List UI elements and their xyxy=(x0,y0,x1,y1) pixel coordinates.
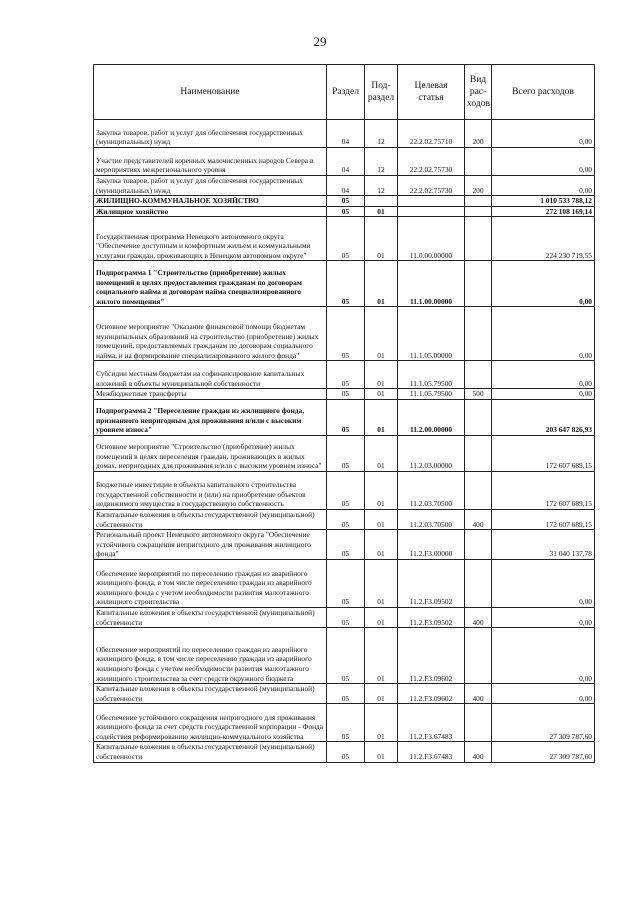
row-name-cell: Региональный проект Ненецкого автономного округа "Обеспечение устойчивого сокращения непригодного для проживания жилищного фонда" xyxy=(94,530,327,560)
table-row xyxy=(94,559,595,607)
row-target-article-cell: 11.1.05.79500 xyxy=(398,389,465,400)
expenditure-table xyxy=(93,64,595,763)
row-name-cell: Капитальные вложения в объекты государственной (муниципальной) собственности xyxy=(94,742,327,762)
table-row xyxy=(94,176,595,196)
table-row xyxy=(94,509,595,529)
row-total-cell: 203 647 826,93 xyxy=(492,399,595,435)
row-expense-type-cell: 400 xyxy=(465,607,492,627)
row-subsection-cell: 01 xyxy=(365,307,398,361)
row-expense-type-cell xyxy=(465,435,492,471)
header-section: Раздел xyxy=(327,65,365,120)
row-name-cell: Закупка товаров, работ и услуг для обеспечения государственных (муниципальных) нужд xyxy=(94,176,327,196)
row-section-cell: 04 xyxy=(327,176,365,196)
row-subsection-cell: 01 xyxy=(365,559,398,607)
row-expense-type-cell: 400 xyxy=(465,684,492,704)
row-total-cell: 0,00 xyxy=(492,361,595,389)
table-row xyxy=(94,120,595,148)
row-expense-type-cell xyxy=(465,307,492,361)
row-target-article-cell: 11.2.F3.67483 xyxy=(398,704,465,742)
row-target-article-cell: 22.2.02.75710 xyxy=(398,120,465,148)
table-row xyxy=(94,196,595,207)
row-subsection-cell: 01 xyxy=(365,509,398,529)
row-section-cell: 05 xyxy=(327,307,365,361)
row-section-cell: 05 xyxy=(327,361,365,389)
row-target-article-cell: 11.2.F3.00000 xyxy=(398,530,465,560)
row-name-cell: Жилищное хозяйство xyxy=(94,206,327,217)
row-expense-type-cell xyxy=(465,559,492,607)
row-expense-type-cell xyxy=(465,206,492,217)
table-row xyxy=(94,704,595,742)
row-name-cell: Субсидии местным бюджетам на софинансирование капитальных вложений в объекты муниципальной собственности xyxy=(94,361,327,389)
row-section-cell: 05 xyxy=(327,559,365,607)
row-target-article-cell: 11.1.00.00000 xyxy=(398,261,465,307)
row-subsection-cell: 01 xyxy=(365,530,398,560)
row-total-cell: 0,00 xyxy=(492,389,595,400)
row-subsection-cell: 01 xyxy=(365,261,398,307)
row-target-article-cell: 11.0.00.00000 xyxy=(398,217,465,261)
row-name-cell: Участие представителей коренных малочисленных народов Севера в мероприятиях межрегионального уровня xyxy=(94,148,327,176)
table-row xyxy=(94,530,595,560)
row-target-article-cell: 11.2.F3.09602 xyxy=(398,628,465,684)
row-subsection-cell: 01 xyxy=(365,217,398,261)
row-name-cell: Капитальные вложения в объекты государственной (муниципальной) собственности xyxy=(94,607,327,627)
row-target-article-cell: 11.2.F3.09602 xyxy=(398,684,465,704)
row-target-article-cell: 11.2.03.70500 xyxy=(398,509,465,529)
row-target-article-cell: 11.2.00.00000 xyxy=(398,399,465,435)
table-row xyxy=(94,261,595,307)
row-total-cell: 0,00 xyxy=(492,148,595,176)
row-expense-type-cell: 200 xyxy=(465,120,492,148)
row-total-cell: 31 040 137,78 xyxy=(492,530,595,560)
row-name-cell: Обеспечение мероприятий по переселению граждан из аварийного жилищного фонда, в том числе переселению граждан из аварийного жилищного фонда с учетом необходимости развития малоэтажного жилищного строительства за счет средств окружного бюджета xyxy=(94,628,327,684)
page-number: 29 xyxy=(313,34,327,49)
row-expense-type-cell xyxy=(465,148,492,176)
row-expense-type-cell xyxy=(465,399,492,435)
table-row xyxy=(94,148,595,176)
row-total-cell: 0,00 xyxy=(492,628,595,684)
row-section-cell: 05 xyxy=(327,217,365,261)
row-expense-type-cell xyxy=(465,196,492,207)
row-subsection-cell: 12 xyxy=(365,176,398,196)
row-expense-type-cell: 500 xyxy=(465,389,492,400)
row-subsection-cell: 01 xyxy=(365,704,398,742)
row-expense-type-cell: 200 xyxy=(465,176,492,196)
row-total-cell: 0,00 xyxy=(492,120,595,148)
row-section-cell: 05 xyxy=(327,628,365,684)
table-row xyxy=(94,206,595,217)
header-subsection: Под- раздел xyxy=(365,65,398,120)
row-subsection-cell: 12 xyxy=(365,120,398,148)
row-section-cell: 05 xyxy=(327,607,365,627)
row-subsection-cell: 01 xyxy=(365,628,398,684)
table-body xyxy=(94,120,595,763)
row-total-cell: 0,00 xyxy=(492,684,595,704)
row-section-cell: 05 xyxy=(327,389,365,400)
row-section-cell: 05 xyxy=(327,261,365,307)
row-name-cell: Государственная программа Ненецкого автономного округа "Обеспечение доступным и комфортным жильем и коммунальными услугами граждан, проживающих в Ненецком автономном округе" xyxy=(94,217,327,261)
row-name-cell: Обеспечение устойчивого сокращения непригодного для проживания жилищного фонда за счет средств государственной корпорации - Фонда содействия реформированию жилищно-коммунального хозяйства xyxy=(94,704,327,742)
header-total-expenses: Всего расходов xyxy=(492,65,595,120)
row-subsection-cell: 01 xyxy=(365,742,398,762)
row-section-cell: 05 xyxy=(327,684,365,704)
row-name-cell: Основное мероприятие "Оказание финансовой помощи бюджетам муниципальных образований на строительство (приобретение) жилых помещений, предоставляемых гражданам по договорам социального найма, и на формирование специализированного жилого фонда" xyxy=(94,307,327,361)
table-row xyxy=(94,742,595,762)
row-subsection-cell: 01 xyxy=(365,399,398,435)
row-target-article-cell xyxy=(398,196,465,207)
table-row xyxy=(94,471,595,509)
row-target-article-cell: 11.2.F3.09502 xyxy=(398,607,465,627)
header-name: Наименование xyxy=(94,65,327,120)
row-total-cell: 172 607 689,15 xyxy=(492,509,595,529)
row-subsection-cell: 01 xyxy=(365,435,398,471)
row-total-cell: 0,00 xyxy=(492,559,595,607)
row-target-article-cell: 11.2.F3.09502 xyxy=(398,559,465,607)
row-section-cell: 04 xyxy=(327,120,365,148)
row-target-article-cell: 11.2.03.70500 xyxy=(398,471,465,509)
row-target-article-cell: 11.2.03.00000 xyxy=(398,435,465,471)
row-name-cell: Закупка товаров, работ и услуг для обеспечения государственных (муниципальных) нужд xyxy=(94,120,327,148)
row-section-cell: 05 xyxy=(327,509,365,529)
row-section-cell: 05 xyxy=(327,206,365,217)
row-name-cell: Капитальные вложения в объекты государственной (муниципальной) собственности xyxy=(94,684,327,704)
row-total-cell: 0,00 xyxy=(492,607,595,627)
row-subsection-cell: 01 xyxy=(365,607,398,627)
row-total-cell: 1 010 533 788,12 xyxy=(492,196,595,207)
row-expense-type-cell xyxy=(465,530,492,560)
row-expense-type-cell: 400 xyxy=(465,509,492,529)
row-target-article-cell xyxy=(398,206,465,217)
row-expense-type-cell xyxy=(465,628,492,684)
row-total-cell: 172 607 689,15 xyxy=(492,471,595,509)
row-expense-type-cell xyxy=(465,217,492,261)
row-subsection-cell: 01 xyxy=(365,361,398,389)
row-name-cell: Основное мероприятие "Строительство (приобретение) жилых помещений в целях переселения граждан, проживающих в жилых домах, непригодных для проживания и/или с высоким уровнем износа" xyxy=(94,435,327,471)
row-section-cell: 05 xyxy=(327,471,365,509)
row-name-cell: Бюджетные инвестиции в объекты капитального строительства государственной собственности и (или) на приобретение объектов недвижимого имущества в государственную собственность xyxy=(94,471,327,509)
row-name-cell: Межбюджетные трансферты xyxy=(94,389,327,400)
row-target-article-cell: 11.1.05.79500 xyxy=(398,361,465,389)
row-name-cell: Подпрограмма 1 "Строительство (приобретение) жилых помещений в целях предоставления гражданам по договорам социального найма и договорам найма специализированного жилого помещения" xyxy=(94,261,327,307)
table-row xyxy=(94,684,595,704)
table-row xyxy=(94,389,595,400)
row-target-article-cell: 11.1.05.00000 xyxy=(398,307,465,361)
header-target-article: Целевая статья xyxy=(398,65,465,120)
header-expense-type: Вид рас- ходов xyxy=(465,65,492,120)
table-row xyxy=(94,628,595,684)
row-total-cell: 224 230 719,55 xyxy=(492,217,595,261)
row-expense-type-cell xyxy=(465,361,492,389)
table-row xyxy=(94,435,595,471)
row-expense-type-cell xyxy=(465,471,492,509)
row-name-cell: Капитальные вложения в объекты государственной (муниципальной) собственности xyxy=(94,509,327,529)
table-row xyxy=(94,361,595,389)
row-subsection-cell: 12 xyxy=(365,148,398,176)
row-expense-type-cell xyxy=(465,704,492,742)
row-target-article-cell: 22.2.02.75730 xyxy=(398,176,465,196)
row-name-cell: ЖИЛИЩНО-КОММУНАЛЬНОЕ ХОЗЯЙСТВО xyxy=(94,196,327,207)
row-total-cell: 0,00 xyxy=(492,176,595,196)
row-section-cell: 04 xyxy=(327,148,365,176)
row-total-cell: 27 309 787,60 xyxy=(492,742,595,762)
row-expense-type-cell: 400 xyxy=(465,742,492,762)
row-target-article-cell: 22.2.02.75730 xyxy=(398,148,465,176)
row-name-cell: Обеспечение мероприятий по переселению граждан из аварийного жилищного фонда, в том числе переселению граждан из аварийного жилищного фонда с учетом необходимости развития малоэтажного жилищного строительства xyxy=(94,559,327,607)
table-row xyxy=(94,399,595,435)
row-subsection-cell: 01 xyxy=(365,471,398,509)
row-section-cell: 05 xyxy=(327,399,365,435)
table-row xyxy=(94,307,595,361)
row-target-article-cell: 11.2.F3.67483 xyxy=(398,742,465,762)
table-row xyxy=(94,607,595,627)
row-subsection-cell xyxy=(365,196,398,207)
row-section-cell: 05 xyxy=(327,742,365,762)
row-subsection-cell: 01 xyxy=(365,389,398,400)
row-total-cell: 27 309 787,60 xyxy=(492,704,595,742)
row-section-cell: 05 xyxy=(327,530,365,560)
row-total-cell: 172 607 689,15 xyxy=(492,435,595,471)
row-name-cell: Подпрограмма 2 "Переселение граждан из жилищного фонда, признанного непригодным для проживания и/или с высоким уровнем износа" xyxy=(94,399,327,435)
row-expense-type-cell xyxy=(465,261,492,307)
table-row xyxy=(94,217,595,261)
row-subsection-cell: 01 xyxy=(365,684,398,704)
row-total-cell: 0,00 xyxy=(492,307,595,361)
table-header-row xyxy=(94,65,595,120)
row-section-cell: 05 xyxy=(327,435,365,471)
row-section-cell: 05 xyxy=(327,196,365,207)
row-total-cell: 272 108 169,14 xyxy=(492,206,595,217)
row-subsection-cell: 01 xyxy=(365,206,398,217)
row-section-cell: 05 xyxy=(327,704,365,742)
row-total-cell: 0,00 xyxy=(492,261,595,307)
